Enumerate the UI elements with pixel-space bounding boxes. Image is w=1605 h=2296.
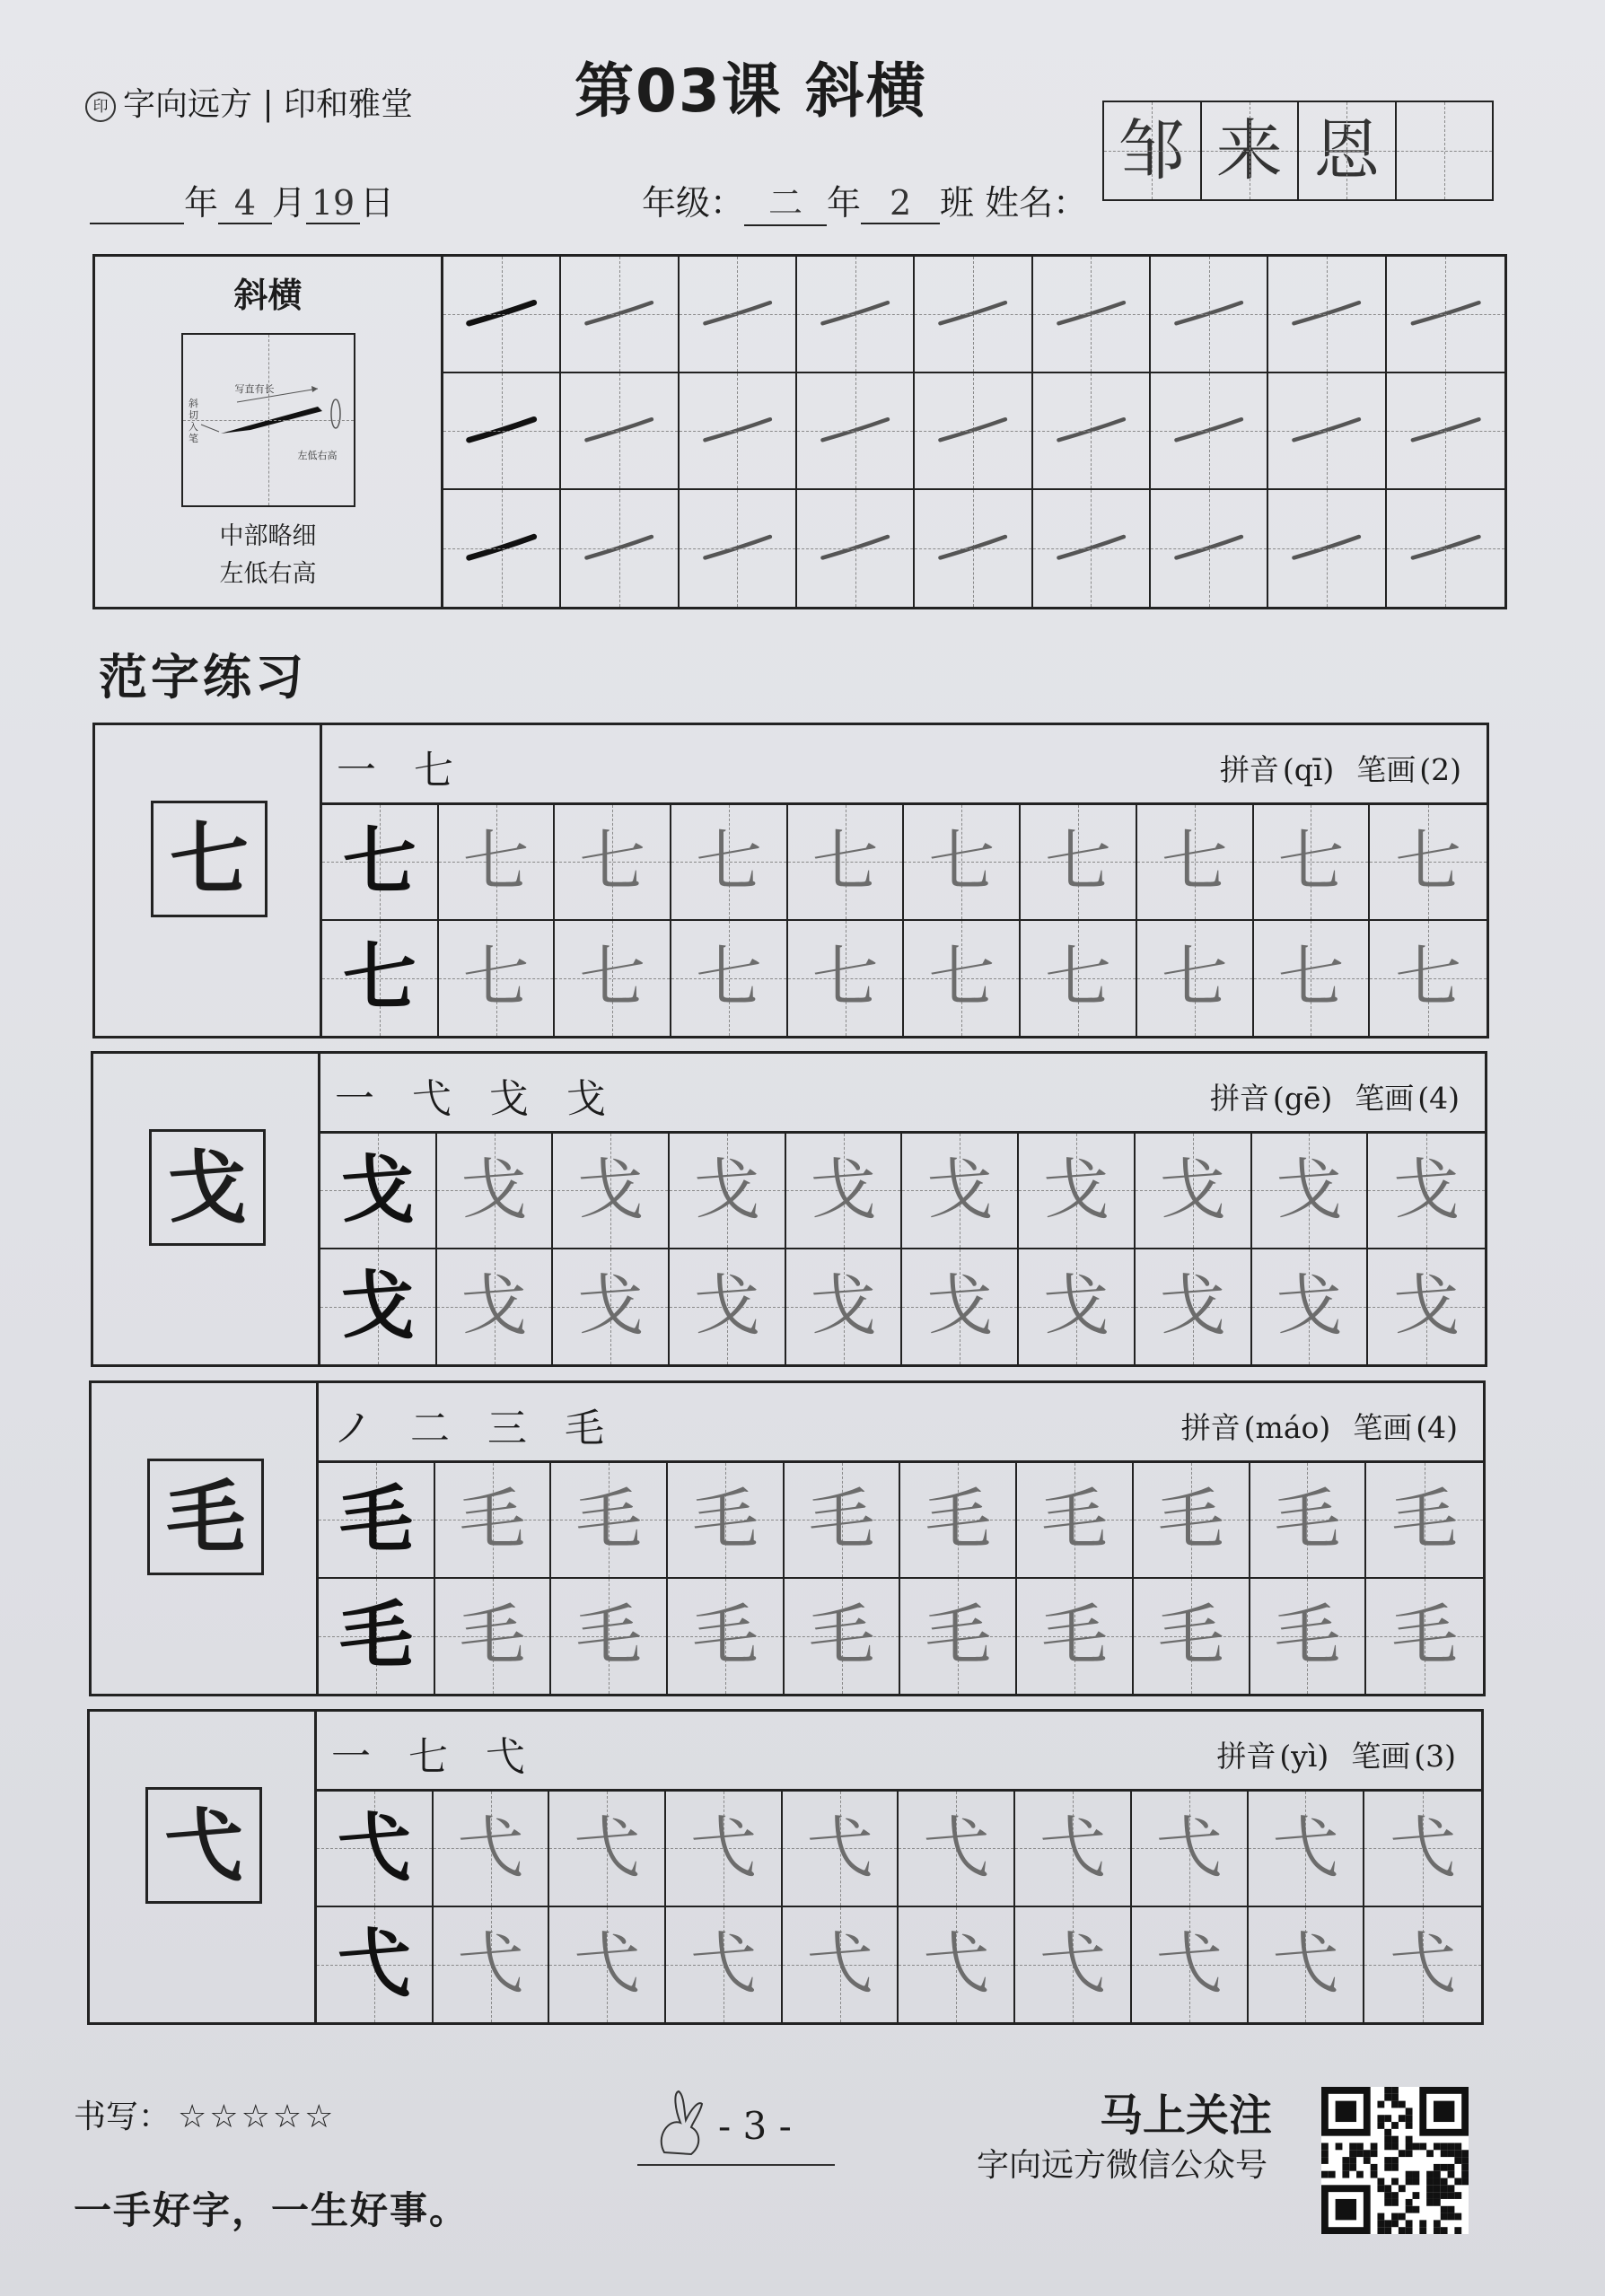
- practice-cell[interactable]: [555, 805, 671, 921]
- practice-character: 七: [462, 823, 530, 900]
- practice-cell[interactable]: [549, 1907, 666, 2023]
- practice-character: 毛: [1041, 1481, 1109, 1558]
- practice-character: 七: [1161, 823, 1228, 900]
- annotation-left: 斜切入笔: [189, 398, 198, 444]
- practice-cell[interactable]: [1021, 921, 1137, 1037]
- practice-cell[interactable]: [671, 805, 788, 921]
- name-label: 姓名：: [985, 183, 1088, 223]
- class-label: 班: [940, 183, 975, 223]
- practice-character: 毛: [1391, 1481, 1459, 1558]
- practice-cell[interactable]: [1136, 1249, 1252, 1365]
- character-info: [322, 725, 1487, 805]
- character-model-panel: [95, 725, 322, 1036]
- stroke-practice-cell[interactable]: [1033, 373, 1151, 490]
- practice-cell[interactable]: [904, 805, 1021, 921]
- stroke-practice-cell[interactable]: [797, 257, 915, 373]
- character-block: [89, 1380, 1486, 1696]
- grade-blank[interactable]: 二: [744, 175, 827, 226]
- practice-character: 弋: [1390, 1810, 1457, 1887]
- stroke-name: 斜横: [233, 276, 303, 315]
- practice-character: 七: [579, 938, 646, 1016]
- practice-character: 毛: [1274, 1596, 1341, 1674]
- practice-character: 七: [1161, 938, 1228, 1016]
- practice-character: 弋: [1272, 1810, 1339, 1887]
- practice-character: 七: [1277, 938, 1345, 1016]
- stroke-practice-cell[interactable]: [1268, 490, 1386, 607]
- stroke-practice-cell[interactable]: [915, 373, 1032, 490]
- practice-cell[interactable]: [902, 1249, 1019, 1365]
- name-cell[interactable]: 来: [1202, 102, 1300, 199]
- practice-character: 戈: [1276, 1266, 1343, 1345]
- practice-character: 毛: [808, 1596, 875, 1674]
- practice-character: 戈: [460, 1152, 528, 1229]
- model-character-cell: [319, 1463, 435, 1579]
- practice-character: 毛: [459, 1596, 526, 1674]
- practice-cell[interactable]: [1364, 1792, 1481, 1907]
- annotation-top: 写直有长: [234, 383, 275, 395]
- practice-character: 弋: [1390, 1924, 1457, 2002]
- practice-cell[interactable]: [1137, 921, 1254, 1037]
- practice-cell[interactable]: [900, 1579, 1017, 1695]
- practice-character: 毛: [459, 1481, 526, 1558]
- page-number-text: - 3 -: [718, 2104, 792, 2148]
- stroke-demo-panel: [95, 257, 443, 607]
- model-character-cell: [317, 1907, 434, 2023]
- wechat-account-text: 字向远方微信公众号: [977, 2147, 1268, 2184]
- practice-character: 七: [1045, 823, 1112, 900]
- student-info: [642, 175, 1087, 226]
- stroke-count: (3): [1414, 1739, 1456, 1774]
- practice-cell[interactable]: [1019, 1134, 1136, 1249]
- qr-code-icon[interactable]: [1321, 2087, 1469, 2234]
- follow-text: 马上关注: [1100, 2090, 1273, 2141]
- stroke-practice-cell[interactable]: [561, 373, 679, 490]
- stroke-practice-box: [92, 254, 1507, 609]
- stroke-practice-cell[interactable]: [1268, 257, 1386, 373]
- practice-character: 七: [342, 819, 417, 905]
- practice-character: 七: [342, 933, 417, 1021]
- model-character-cell: [320, 1134, 437, 1249]
- model-character-cell: [319, 1579, 435, 1695]
- character-meta: [1216, 747, 1461, 789]
- practice-character: 毛: [808, 1481, 875, 1558]
- practice-cell[interactable]: [439, 921, 556, 1037]
- practice-character: 弋: [1272, 1924, 1339, 2002]
- practice-character: 毛: [1157, 1481, 1224, 1558]
- practice-character: 弋: [806, 1810, 873, 1887]
- practice-cell[interactable]: [1250, 1579, 1367, 1695]
- practice-cell[interactable]: [1019, 1249, 1136, 1365]
- practice-character: 戈: [693, 1266, 760, 1345]
- character-meta: [1206, 1075, 1460, 1117]
- rating: [74, 2091, 336, 2137]
- character-practice-grid: [317, 1792, 1481, 2022]
- practice-cell[interactable]: [666, 1792, 783, 1907]
- practice-cell[interactable]: [1015, 1792, 1132, 1907]
- year-label: 年: [184, 183, 219, 223]
- practice-cell[interactable]: [434, 1907, 550, 2023]
- practice-character: 七: [695, 938, 762, 1016]
- practice-character: 弋: [574, 1810, 641, 1887]
- practice-cell[interactable]: [1364, 1907, 1481, 2023]
- practice-cell[interactable]: [1368, 1249, 1485, 1365]
- pinyin-label: 拼音: [1216, 1739, 1276, 1774]
- practice-cell[interactable]: [899, 1907, 1015, 2023]
- day-label: 日: [360, 183, 395, 223]
- stroke-practice-cell[interactable]: [1268, 373, 1386, 490]
- practice-cell[interactable]: [670, 1134, 786, 1249]
- practice-cell[interactable]: [783, 1792, 899, 1907]
- year-blank[interactable]: [90, 183, 184, 224]
- stroke-order: ノ 二 三 毛: [333, 1406, 617, 1451]
- practice-character: 七: [811, 938, 879, 1016]
- practice-character: 毛: [575, 1481, 643, 1558]
- practice-character: 七: [1395, 823, 1462, 900]
- stroke-demo: [181, 333, 355, 507]
- character-model-panel: [90, 1712, 317, 2022]
- practice-cell[interactable]: [1136, 1134, 1252, 1249]
- practice-cell[interactable]: [668, 1579, 785, 1695]
- practice-character: 戈: [810, 1152, 877, 1229]
- practice-cell[interactable]: [786, 1134, 903, 1249]
- character-info: [320, 1054, 1485, 1134]
- practice-cell[interactable]: [785, 1579, 901, 1695]
- practice-cell[interactable]: [904, 921, 1021, 1037]
- month-label: 月: [272, 183, 307, 223]
- practice-character: 毛: [338, 1591, 413, 1678]
- model-character-cell: [322, 921, 439, 1037]
- stroke-practice-cell[interactable]: [561, 490, 679, 607]
- practice-character: 戈: [1159, 1266, 1226, 1345]
- stroke-practice-cell[interactable]: [1387, 257, 1504, 373]
- stroke-demo-drawing: [183, 335, 354, 505]
- stroke-order: 一 七: [337, 748, 466, 793]
- practice-cell[interactable]: [434, 1792, 550, 1907]
- stroke-practice-cell[interactable]: [797, 373, 915, 490]
- stroke-practice-cell[interactable]: [443, 373, 561, 490]
- stroke-tip: 中部略细: [219, 522, 317, 550]
- practice-cell[interactable]: [899, 1792, 1015, 1907]
- strokes-label: 笔画: [1351, 1739, 1411, 1774]
- practice-cell[interactable]: [1134, 1579, 1250, 1695]
- character-model-panel: [93, 1054, 320, 1364]
- practice-character: 七: [462, 938, 530, 1016]
- practice-cell[interactable]: [666, 1907, 783, 2023]
- name-grid: [1102, 101, 1494, 201]
- practice-cell[interactable]: [435, 1579, 552, 1695]
- practice-character: 弋: [806, 1924, 873, 2002]
- practice-cell[interactable]: [437, 1249, 554, 1365]
- practice-cell[interactable]: [1366, 1579, 1483, 1695]
- practice-cell[interactable]: [1252, 1249, 1369, 1365]
- stroke-practice-cell[interactable]: [680, 373, 797, 490]
- practice-cell[interactable]: [439, 805, 556, 921]
- strokes-label: 笔画: [1353, 1410, 1413, 1445]
- stroke-practice-cell[interactable]: [443, 257, 561, 373]
- model-character: 弋: [145, 1787, 262, 1904]
- practice-character: 弋: [457, 1810, 524, 1887]
- practice-cell[interactable]: [555, 921, 671, 1037]
- practice-cell[interactable]: [551, 1579, 668, 1695]
- practice-character: 弋: [1155, 1924, 1223, 2002]
- pinyin: (gē): [1272, 1081, 1333, 1116]
- model-character-cell: [317, 1792, 434, 1907]
- stroke-practice-cell[interactable]: [1033, 490, 1151, 607]
- pinyin: (yì): [1279, 1739, 1329, 1774]
- practice-character: 七: [1395, 938, 1462, 1016]
- practice-character: 弋: [337, 1805, 411, 1891]
- practice-character: 弋: [923, 1924, 990, 2002]
- practice-cell[interactable]: [1368, 1134, 1485, 1249]
- practice-cell[interactable]: [553, 1249, 670, 1365]
- practice-character: 七: [928, 938, 995, 1016]
- name-cell[interactable]: 邹: [1104, 102, 1202, 199]
- stroke-count: (2): [1419, 752, 1461, 787]
- practice-character: 戈: [340, 1262, 415, 1349]
- practice-character: 戈: [1393, 1266, 1460, 1345]
- practice-cell[interactable]: [1134, 1463, 1250, 1579]
- stroke-practice-cell[interactable]: [1151, 373, 1268, 490]
- grade-year-word: 年: [827, 183, 862, 223]
- pinyin-label: 拼音: [1219, 752, 1279, 787]
- practice-cell[interactable]: [1132, 1907, 1249, 2023]
- practice-character: 戈: [1393, 1152, 1460, 1229]
- practice-cell[interactable]: [668, 1463, 785, 1579]
- pinyin: (qī): [1282, 752, 1335, 787]
- page-number: [628, 2082, 844, 2181]
- character-info: [317, 1712, 1481, 1792]
- character-practice-grid: [320, 1134, 1485, 1364]
- practice-character: 弋: [923, 1810, 990, 1887]
- motto: 一手好字，一生好事。: [74, 2188, 469, 2232]
- month-blank[interactable]: 4: [218, 183, 272, 224]
- stroke-tips: [95, 518, 441, 593]
- practice-character: 毛: [338, 1477, 413, 1563]
- practice-character: 戈: [810, 1266, 877, 1345]
- practice-cell[interactable]: [1252, 1134, 1369, 1249]
- stroke-practice-cell[interactable]: [1033, 257, 1151, 373]
- model-character: 毛: [147, 1459, 264, 1575]
- practice-cell[interactable]: [1370, 805, 1487, 921]
- practice-cell[interactable]: [786, 1249, 903, 1365]
- practice-cell[interactable]: [1021, 805, 1137, 921]
- practice-cell[interactable]: [551, 1463, 668, 1579]
- stroke-tip: 左低右高: [219, 560, 317, 588]
- practice-character: 弋: [337, 1920, 411, 2007]
- practice-character: 七: [695, 823, 762, 900]
- practice-cell[interactable]: [900, 1463, 1017, 1579]
- practice-cell[interactable]: [437, 1134, 554, 1249]
- stroke-practice-grid: [443, 257, 1504, 607]
- stroke-practice-cell[interactable]: [797, 490, 915, 607]
- practice-character: 弋: [1039, 1924, 1107, 2002]
- practice-cell[interactable]: [1249, 1792, 1365, 1907]
- practice-cell[interactable]: [1366, 1463, 1483, 1579]
- brand-seal: 印: [85, 92, 116, 122]
- practice-cell[interactable]: [1015, 1907, 1132, 2023]
- character-model-panel: [92, 1383, 319, 1694]
- pinyin: (máo): [1243, 1410, 1331, 1445]
- practice-cell[interactable]: [1017, 1579, 1134, 1695]
- grade-label: 年级：: [642, 183, 745, 223]
- character-meta: [1178, 1405, 1458, 1447]
- brand-logo: [85, 79, 413, 125]
- stroke-order: 一 弋 戈 戈: [335, 1076, 618, 1122]
- model-character: 戈: [149, 1129, 266, 1246]
- practice-character: 毛: [1157, 1596, 1224, 1674]
- practice-cell[interactable]: [1370, 921, 1487, 1037]
- stroke-practice-cell[interactable]: [1387, 490, 1504, 607]
- class-blank[interactable]: 2: [861, 183, 940, 224]
- practice-cell[interactable]: [785, 1463, 901, 1579]
- practice-character: 七: [1045, 938, 1112, 1016]
- practice-character: 毛: [691, 1481, 759, 1558]
- stroke-practice-cell[interactable]: [915, 257, 1032, 373]
- name-cell[interactable]: [1397, 102, 1493, 199]
- practice-character: 弋: [457, 1924, 524, 2002]
- practice-character: 毛: [1041, 1596, 1109, 1674]
- practice-character: 戈: [340, 1147, 415, 1233]
- model-character-cell: [322, 805, 439, 921]
- practice-cell[interactable]: [1249, 1907, 1365, 2023]
- practice-character: 戈: [577, 1266, 645, 1345]
- practice-cell[interactable]: [670, 1249, 786, 1365]
- character-block: [92, 723, 1489, 1038]
- character-block: [87, 1709, 1484, 2025]
- practice-cell[interactable]: [783, 1907, 899, 2023]
- character-practice-grid: [322, 805, 1487, 1036]
- practice-cell[interactable]: [1254, 805, 1371, 921]
- practice-character: 七: [928, 823, 995, 900]
- practice-character: 戈: [1276, 1152, 1343, 1229]
- practice-character: 七: [811, 823, 879, 900]
- practice-character: 七: [579, 823, 646, 900]
- practice-character: 弋: [1155, 1810, 1223, 1887]
- model-character: 七: [151, 801, 268, 917]
- stroke-count: (4): [1417, 1081, 1460, 1116]
- day-blank[interactable]: 19: [306, 183, 360, 224]
- name-cell[interactable]: 恩: [1299, 102, 1397, 199]
- practice-character: 毛: [1391, 1596, 1459, 1674]
- stroke-practice-cell[interactable]: [561, 257, 679, 373]
- brand-text: 字向远方 | 印和雅堂: [123, 86, 414, 123]
- annotation-right: 左低右高: [297, 450, 338, 461]
- practice-character: 毛: [925, 1596, 992, 1674]
- practice-cell[interactable]: [549, 1792, 666, 1907]
- model-character-cell: [320, 1249, 437, 1365]
- practice-cell[interactable]: [1132, 1792, 1249, 1907]
- stroke-count: (4): [1416, 1410, 1458, 1445]
- section-title: 范字练习: [99, 649, 307, 705]
- practice-character: 戈: [577, 1152, 645, 1229]
- stroke-order: 一 七 弋: [331, 1734, 538, 1780]
- character-practice-grid: [319, 1463, 1483, 1694]
- pinyin-label: 拼音: [1209, 1081, 1269, 1116]
- practice-cell[interactable]: [788, 921, 905, 1037]
- practice-character: 毛: [1274, 1481, 1341, 1558]
- practice-character: 弋: [1039, 1810, 1107, 1887]
- character-info: [319, 1383, 1483, 1463]
- practice-cell[interactable]: [1250, 1463, 1367, 1579]
- practice-cell[interactable]: [1017, 1463, 1134, 1579]
- character-meta: [1213, 1733, 1456, 1775]
- practice-cell[interactable]: [902, 1134, 1019, 1249]
- practice-cell[interactable]: [1254, 921, 1371, 1037]
- rating-stars[interactable]: ☆☆☆☆☆: [178, 2099, 337, 2135]
- pinyin-label: 拼音: [1180, 1410, 1241, 1445]
- practice-cell[interactable]: [788, 805, 905, 921]
- practice-cell[interactable]: [553, 1134, 670, 1249]
- character-block: [91, 1051, 1487, 1367]
- stroke-practice-cell[interactable]: [1151, 490, 1268, 607]
- stroke-practice-cell[interactable]: [680, 257, 797, 373]
- strokes-label: 笔画: [1356, 752, 1416, 787]
- stroke-practice-cell[interactable]: [915, 490, 1032, 607]
- practice-character: 戈: [1159, 1152, 1226, 1229]
- practice-character: 戈: [693, 1152, 760, 1229]
- practice-character: 戈: [460, 1266, 528, 1345]
- practice-character: 弋: [689, 1810, 757, 1887]
- stroke-practice-cell[interactable]: [1387, 373, 1504, 490]
- stroke-practice-cell[interactable]: [443, 490, 561, 607]
- date-line: [90, 175, 394, 224]
- strokes-label: 笔画: [1355, 1081, 1415, 1116]
- practice-character: 戈: [926, 1266, 994, 1345]
- practice-character: 戈: [1043, 1266, 1110, 1345]
- practice-character: 戈: [926, 1152, 994, 1229]
- practice-cell[interactable]: [435, 1463, 552, 1579]
- rating-label: 书写：: [74, 2099, 171, 2135]
- practice-cell[interactable]: [1137, 805, 1254, 921]
- practice-character: 毛: [925, 1481, 992, 1558]
- practice-character: 戈: [1043, 1152, 1110, 1229]
- practice-cell[interactable]: [671, 921, 788, 1037]
- stroke-practice-cell[interactable]: [1151, 257, 1268, 373]
- practice-character: 弋: [689, 1924, 757, 2002]
- stroke-practice-cell[interactable]: [680, 490, 797, 607]
- practice-character: 毛: [575, 1596, 643, 1674]
- practice-character: 七: [1277, 823, 1345, 900]
- practice-character: 弋: [574, 1924, 641, 2002]
- lesson-title: 第03课 斜横: [574, 57, 927, 126]
- practice-character: 毛: [691, 1596, 759, 1674]
